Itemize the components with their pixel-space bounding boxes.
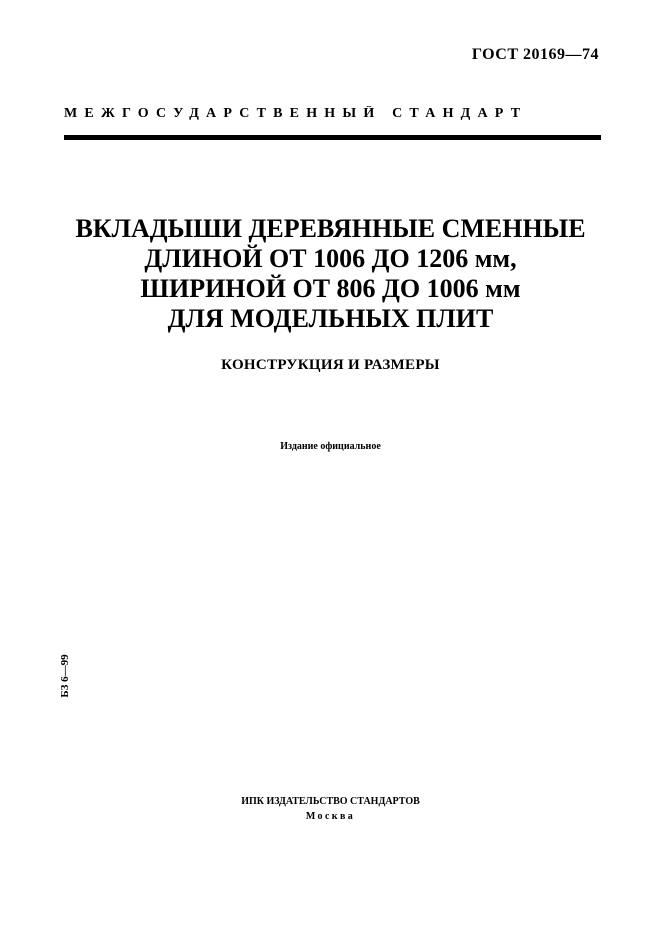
side-code-text: БЗ 6—99 [59, 654, 71, 698]
document-title [40, 214, 621, 334]
standard-type-heading: МЕЖГОСУДАРСТВЕННЫЙ СТАНДАРТ [64, 106, 528, 121]
title-line-3: ШИРИНОЙ ОТ 806 ДО 1006 мм [140, 274, 521, 303]
title-line-4: ДЛЯ МОДЕЛЬНЫХ ПЛИТ [167, 304, 494, 333]
title-line-1: ВКЛАДЫШИ ДЕРЕВЯННЫЕ СМЕННЫЕ [75, 214, 586, 243]
publisher: ИПК ИЗДАТЕЛЬСТВО СТАНДАРТОВ [241, 796, 420, 807]
title-line-2: ДЛИНОЙ ОТ 1006 ДО 1206 мм, [144, 244, 517, 273]
header-rule [64, 135, 601, 140]
gost-number: ГОСТ 20169—74 [471, 46, 599, 63]
city: Москва [305, 811, 356, 822]
document-subtitle: КОНСТРУКЦИЯ И РАЗМЕРЫ [221, 357, 440, 373]
edition-note: Издание официальное [280, 441, 381, 452]
